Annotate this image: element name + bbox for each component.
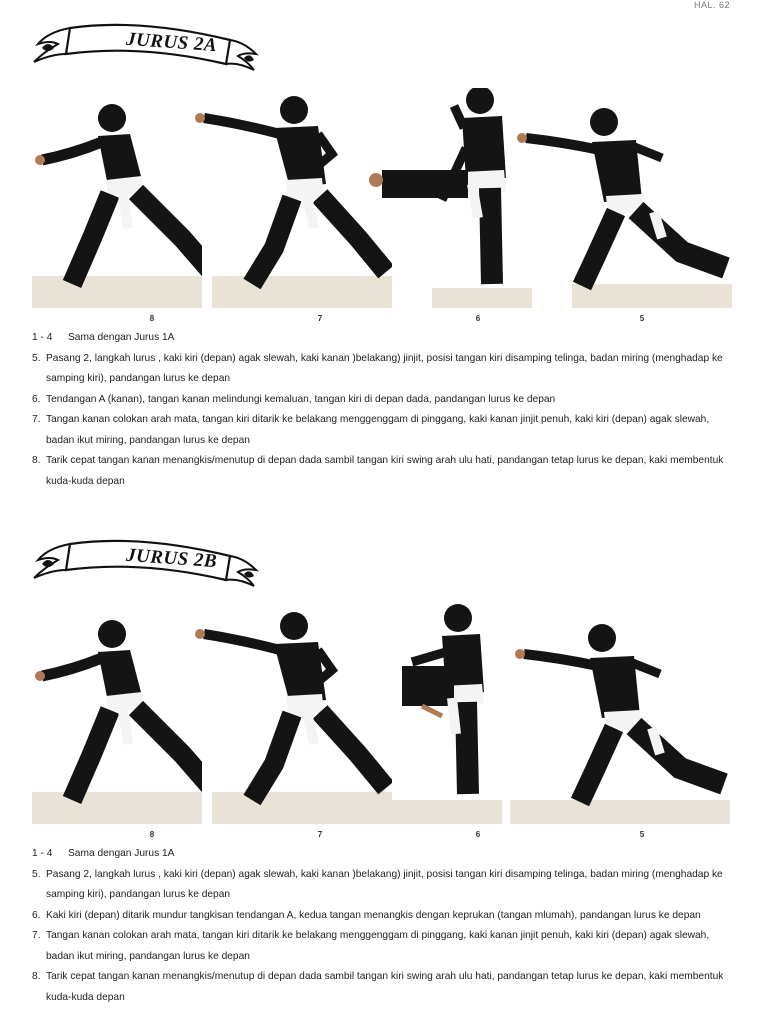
figure-number: 6 xyxy=(475,830,481,839)
step-text: Tarik cepat tangan kanan menangkis/menutup di depan dada sambil tangan kiri swing arah ulu hati, pandangan tetap lurus ke depan, kaki membentuk kuda-kuda depan xyxy=(46,455,724,487)
step-text: Pasang 2, langkah lurus , kaki kiri (depan) agak slewah, kaki kanan )belakang) jinjit, posisi tangan kiri disamping telinga, badan miring (menghadap ke samping kiri), pandangan lurus ke depan xyxy=(46,352,723,384)
figure-number: 5 xyxy=(639,314,645,323)
step-number: 5. xyxy=(32,352,41,364)
figure-number: 7 xyxy=(317,830,323,839)
figure-number: 7 xyxy=(317,314,323,323)
figure-number: 8 xyxy=(149,830,155,839)
title-banner xyxy=(30,534,260,590)
step-text: Kaki kiri (depan) ditarik mundur tangkisan tendangan A, kedua tangan menangkis dengan keprukan (tangan mlumah), pandangan lurus ke depan xyxy=(46,909,701,921)
photo-figure-8 xyxy=(32,88,202,308)
step-number: 1 - 4 xyxy=(32,848,53,859)
step-number: 5. xyxy=(32,868,41,880)
photo-figure-5 xyxy=(510,604,730,824)
list-item xyxy=(32,451,732,492)
step-text: Sama dengan Jurus 1A xyxy=(68,848,175,859)
photo-strip xyxy=(32,88,732,328)
step-text: Sama dengan Jurus 1A xyxy=(68,332,175,343)
photo-figure-8 xyxy=(32,604,202,824)
list-item xyxy=(32,390,732,411)
list-item xyxy=(32,906,732,927)
figure-number: 5 xyxy=(639,830,645,839)
step-number: 8. xyxy=(32,455,41,466)
step-text: Tangan kanan colokan arah mata, tangan kiri ditarik ke belakang menggenggam di pinggang, kaki kanan jinjit penuh, kaki kiri (depan) agak slewah, badan ikut miring, pandangan lurus ke depan xyxy=(46,414,710,446)
list-item xyxy=(32,967,732,1008)
figure-number: 8 xyxy=(149,314,155,323)
step-list xyxy=(32,844,732,1008)
section-title: JURUS 2A xyxy=(125,28,218,57)
list-item xyxy=(32,349,732,390)
step-number: 7. xyxy=(32,930,41,941)
step-list xyxy=(32,328,732,492)
page-number: HAL. 62 xyxy=(693,0,730,10)
photo-figure-6 xyxy=(362,88,532,308)
step-text: Pasang 2, langkah lurus , kaki kiri (depan) agak slewah, kaki kanan )belakang) jinjit, posisi tangan kiri disamping telinga, badan miring (menghadap ke samping kiri), pandangan lurus ke depan xyxy=(46,868,723,900)
photo-figure-7 xyxy=(182,88,392,308)
photo-figure-6 xyxy=(392,604,502,824)
photo-figure-7 xyxy=(182,604,392,824)
list-item xyxy=(32,844,732,865)
step-number: 6. xyxy=(32,909,41,921)
title-banner xyxy=(30,18,260,74)
section-title: JURUS 2B xyxy=(125,544,218,573)
step-text: Tendangan A (kanan), tangan kanan melindungi kemaluan, tangan kiri di depan dada, pandangan lurus ke depan xyxy=(46,393,556,405)
step-number: 1 - 4 xyxy=(32,332,53,343)
step-number: 7. xyxy=(32,414,41,425)
list-item xyxy=(32,865,732,906)
step-number: 6. xyxy=(32,393,41,405)
step-number: 8. xyxy=(32,971,41,982)
photo-figure-5 xyxy=(512,88,732,308)
figure-number: 6 xyxy=(475,314,481,323)
step-text: Tangan kanan colokan arah mata, tangan kiri ditarik ke belakang menggenggam di pinggang, kaki kanan jinjit penuh, kaki kiri (depan) agak slewah, badan ikut miring, pandangan lurus ke depan xyxy=(46,930,710,962)
list-item xyxy=(32,328,732,349)
photo-strip xyxy=(32,604,732,844)
list-item xyxy=(32,410,732,451)
step-text: Tarik cepat tangan kanan menangkis/menutup di depan dada sambil tangan kiri swing arah ulu hati, pandangan tetap lurus ke depan, kaki membentuk kuda-kuda depan xyxy=(46,971,724,1003)
list-item xyxy=(32,926,732,967)
